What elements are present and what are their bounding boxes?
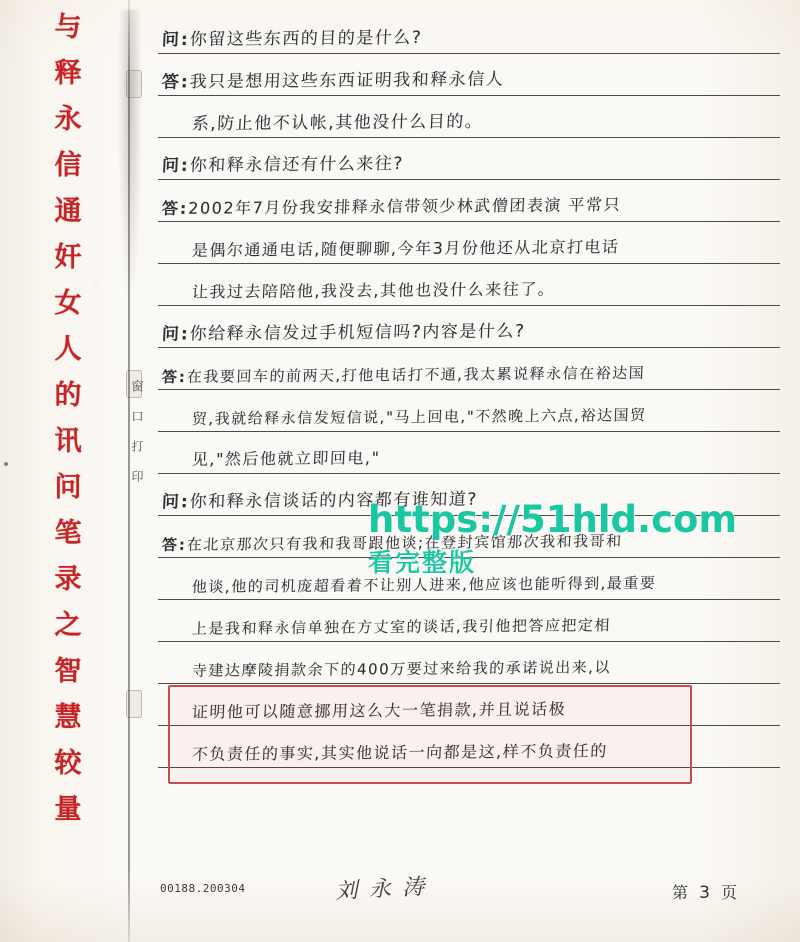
page-indicator <box>672 880 740 903</box>
handwriting-text: 在我要回车的前两天,打他电话打不通,我太累说释永信在裕达国 <box>186 363 646 386</box>
handwriting-text: 你留这些东西的目的是什么? <box>189 27 423 50</box>
transcript-line <box>158 432 780 474</box>
handwriting-text: 贸,我就给释永信发短信说,"马上回电,"不然晚上六点,裕达国贸 <box>191 406 647 428</box>
document-number: 00188.200304 <box>160 882 246 895</box>
transcript-line <box>158 348 780 390</box>
transcript-line <box>158 54 780 96</box>
binding-mark: 印 <box>130 470 144 486</box>
transcript-line <box>158 264 780 306</box>
handwriting-text: 2002年7月份我安排释永信带领少林武僧团表演 平常只 <box>187 194 622 218</box>
vertical-title-band <box>38 14 98 914</box>
watermark-url: https://51hld.com <box>368 498 738 541</box>
handwriting-text: 系,防止他不认帐,其他没什么目的。 <box>191 111 484 135</box>
handwriting-text: 证明他可以随意挪用这么大一笔捐款,并且说话极 <box>191 699 567 722</box>
document-footer <box>158 874 780 928</box>
handwriting-text: 是偶尔通通电话,随便聊聊,今年3月份他还从北京打电话 <box>191 237 620 260</box>
title-char: 的 <box>54 380 82 411</box>
transcript-body <box>158 12 780 880</box>
title-char: 智 <box>54 656 82 687</box>
handwriting-text: 你和释永信还有什么来往? <box>189 153 405 176</box>
qa-marker: 答: <box>161 535 188 555</box>
title-char: 奸 <box>54 242 82 273</box>
handwritten-signature: 刘 永 涛 <box>334 874 431 905</box>
title-char: 录 <box>54 564 82 595</box>
transcript-line <box>158 180 780 222</box>
transcript-line <box>158 306 780 348</box>
title-char: 永 <box>54 104 82 135</box>
transcript-line <box>158 516 780 558</box>
transcript-line <box>158 726 780 768</box>
title-char: 与 <box>54 12 82 43</box>
handwriting-text: 你给释永信发过手机短信吗?内容是什么? <box>189 321 526 345</box>
transcript-line <box>158 474 780 516</box>
handwriting-text: 不负责任的事实,其实他说话一向都是这,样不负责任的 <box>191 741 609 764</box>
transcript-line-highlighted <box>158 600 780 642</box>
transcript-line <box>158 12 780 54</box>
handwriting-text: 让我过去陪陪他,我没去,其他也没什么来往了。 <box>191 279 556 302</box>
transcript-line <box>158 222 780 264</box>
title-char: 信 <box>54 150 82 181</box>
transcript-line <box>158 96 780 138</box>
title-char: 慧 <box>54 702 82 733</box>
handwriting-text: 见,"然后他就立即回电," <box>191 448 381 469</box>
binding-mark: 打 <box>130 440 144 456</box>
binding-mark: 窗 <box>130 380 144 396</box>
title-char: 人 <box>54 334 82 365</box>
transcript-line <box>158 390 780 432</box>
qa-marker: 问: <box>161 155 191 177</box>
transcript-line-highlighted <box>158 642 780 684</box>
title-char: 通 <box>54 196 82 227</box>
qa-marker: 答: <box>161 72 191 93</box>
handwriting-text: 寺建达摩陵捐款余下的400万要过来给我的承诺说出来,以 <box>191 658 612 680</box>
handwriting-text: 在北京那次只有我和我哥跟他谈;在登封宾馆那次我和我哥和 <box>186 531 624 554</box>
title-char: 笔 <box>54 518 82 549</box>
margin-rule-line <box>128 0 130 942</box>
page-label-prefix: 第 <box>671 883 691 902</box>
title-char: 较 <box>54 748 82 779</box>
transcript-line <box>158 138 780 180</box>
transcript-line <box>158 558 780 600</box>
scan-smudge <box>118 10 142 310</box>
watermark-subtitle: 看完整版 <box>368 548 477 577</box>
handwriting-text: 上是我和释永信单独在方丈室的谈话,我引他把答应把定相 <box>191 616 612 638</box>
qa-marker: 问: <box>161 29 191 51</box>
title-char: 问 <box>54 472 82 503</box>
binding-mark: 口 <box>130 410 144 426</box>
qa-marker: 问: <box>161 492 191 513</box>
handwriting-text: 你和释永信谈话的内容都有谁知道? <box>189 489 479 513</box>
title-char: 之 <box>54 610 82 641</box>
qa-marker: 问: <box>161 324 191 345</box>
handwriting-text: 他谈,他的司机庞超看着不让别人进来,他应该也能听得到,最重要 <box>191 573 657 597</box>
page-label-suffix: 页 <box>720 883 740 902</box>
title-char: 讯 <box>54 426 82 457</box>
page-number: 3 <box>699 883 713 903</box>
title-char: 释 <box>54 58 82 89</box>
qa-marker: 答: <box>161 198 189 219</box>
title-char: 量 <box>54 794 82 825</box>
transcript-line <box>158 684 780 726</box>
qa-marker: 答: <box>161 367 188 387</box>
title-char: 女 <box>54 288 82 319</box>
handwriting-text: 我只是想用这些东西证明我和释永信人 <box>189 69 505 93</box>
scan-artifact-dot <box>4 462 8 466</box>
